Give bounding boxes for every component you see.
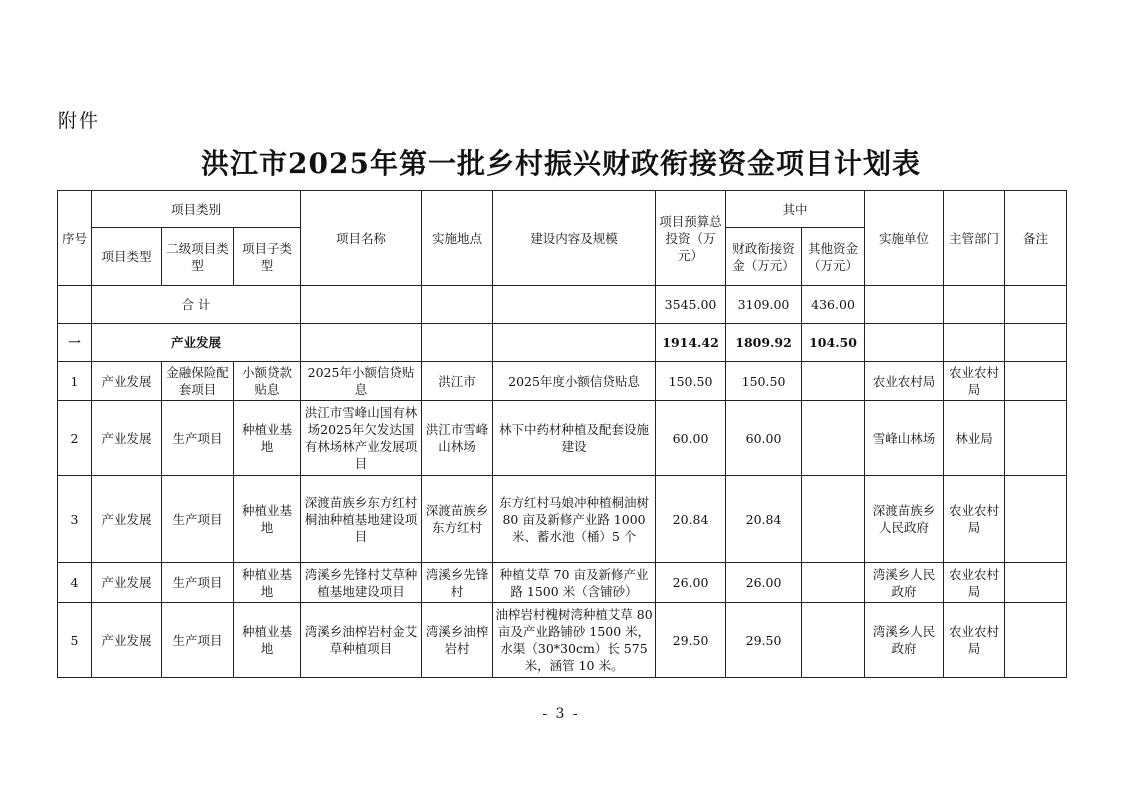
header-project-name: 项目名称 [301, 191, 422, 286]
row-secondary-type: 生产项目 [162, 401, 234, 476]
header-supervising-dept: 主管部门 [944, 191, 1005, 286]
row-secondary-type: 生产项目 [162, 603, 234, 678]
row-content: 林下中药材种植及配套设施建设 [493, 401, 656, 476]
row-location: 洪江市 [422, 362, 493, 401]
table-row [58, 476, 1067, 563]
row-seq: 4 [58, 563, 92, 603]
row-unit: 农业农村局 [865, 362, 944, 401]
row-location: 洪江市雪峰山林场 [422, 401, 493, 476]
row-other [802, 563, 865, 603]
row-seq: 2 [58, 401, 92, 476]
row-content: 油榨岩村槐树湾种植艾草 80 亩及产业路铺砂 1500 米，水渠（30*30cm）长 575 米，涵管 10 米。 [493, 603, 656, 678]
total-other-value: 436.00 [802, 286, 865, 324]
row-secondary-type: 生产项目 [162, 563, 234, 603]
page-number: - 3 - [542, 706, 580, 722]
section-seq: 一 [58, 324, 92, 362]
header-seq: 序号 [58, 191, 92, 286]
header-sub-type: 项目子类型 [234, 228, 301, 286]
row-total: 60.00 [656, 401, 726, 476]
total-investment-value: 3545.00 [656, 286, 726, 324]
row-seq: 1 [58, 362, 92, 401]
row-dept: 农业农村局 [944, 563, 1005, 603]
row-location: 湾溪乡油榨岩村 [422, 603, 493, 678]
table-row [58, 362, 1067, 401]
table-row [58, 401, 1067, 476]
row-project-name: 洪江市雪峰山国有林场2025年欠发达国有林场林产业发展项目 [301, 401, 422, 476]
row-type: 产业发展 [92, 362, 162, 401]
project-plan-table [57, 190, 1067, 678]
row-type: 产业发展 [92, 563, 162, 603]
row-secondary-type: 金融保险配套项目 [162, 362, 234, 401]
total-fiscal-value: 3109.00 [726, 286, 802, 324]
table-row [58, 563, 1067, 603]
row-sub-type: 种植业基地 [234, 401, 301, 476]
row-unit: 雪峰山林场 [865, 401, 944, 476]
row-type: 产业发展 [92, 476, 162, 563]
document-title: 洪江市2025年第一批乡村振兴财政衔接资金项目计划表 [201, 147, 921, 180]
row-fiscal: 20.84 [726, 476, 802, 563]
header-implementing-unit: 实施单位 [865, 191, 944, 286]
row-other [802, 362, 865, 401]
row-project-name: 2025年小额信贷贴息 [301, 362, 422, 401]
row-content: 种植艾草 70 亩及新修产业路 1500 米（含铺砂） [493, 563, 656, 603]
row-fiscal: 60.00 [726, 401, 802, 476]
row-note [1005, 563, 1067, 603]
section-label: 产业发展 [92, 324, 301, 362]
row-other [802, 401, 865, 476]
row-note [1005, 603, 1067, 678]
header-among: 其中 [726, 191, 865, 228]
header-other-funds: 其他资金（万元） [802, 228, 865, 286]
row-total: 150.50 [656, 362, 726, 401]
table-row [58, 603, 1067, 678]
row-other [802, 476, 865, 563]
header-project-type: 项目类型 [92, 228, 162, 286]
row-fiscal: 26.00 [726, 563, 802, 603]
row-fiscal: 29.50 [726, 603, 802, 678]
section-fiscal-value: 1809.92 [726, 324, 802, 362]
row-unit: 深渡苗族乡人民政府 [865, 476, 944, 563]
row-content: 东方红村马娘冲种植桐油树 80 亩及新修产业路 1000 米、蓄水池（桶）5 个 [493, 476, 656, 563]
attachment-label: 附件 [58, 110, 101, 132]
total-row [58, 286, 1067, 324]
row-total: 29.50 [656, 603, 726, 678]
row-type: 产业发展 [92, 401, 162, 476]
row-dept: 农业农村局 [944, 476, 1005, 563]
section-total-value: 1914.42 [656, 324, 726, 362]
row-dept: 农业农村局 [944, 603, 1005, 678]
section-row [58, 324, 1067, 362]
row-seq: 5 [58, 603, 92, 678]
row-dept: 农业农村局 [944, 362, 1005, 401]
row-project-name: 湾溪乡先锋村艾草种植基地建设项目 [301, 563, 422, 603]
header-category-group: 项目类别 [92, 191, 301, 228]
row-sub-type: 种植业基地 [234, 476, 301, 563]
row-content: 2025年度小额信贷贴息 [493, 362, 656, 401]
row-total: 26.00 [656, 563, 726, 603]
row-dept: 林业局 [944, 401, 1005, 476]
row-type: 产业发展 [92, 603, 162, 678]
row-unit: 湾溪乡人民政府 [865, 603, 944, 678]
row-project-name: 深渡苗族乡东方红村桐油种植基地建设项目 [301, 476, 422, 563]
row-note [1005, 401, 1067, 476]
header-total-investment: 项目预算总投资（万元） [656, 191, 726, 286]
header-location: 实施地点 [422, 191, 493, 286]
row-note [1005, 476, 1067, 563]
section-other-value: 104.50 [802, 324, 865, 362]
row-unit: 湾溪乡人民政府 [865, 563, 944, 603]
row-location: 深渡苗族乡东方红村 [422, 476, 493, 563]
row-sub-type: 种植业基地 [234, 603, 301, 678]
row-sub-type: 小额贷款贴息 [234, 362, 301, 401]
row-secondary-type: 生产项目 [162, 476, 234, 563]
total-label: 合 计 [92, 286, 301, 324]
row-other [802, 603, 865, 678]
row-location: 湾溪乡先锋村 [422, 563, 493, 603]
row-seq: 3 [58, 476, 92, 563]
header-fiscal-funds: 财政衔接资金（万元） [726, 228, 802, 286]
row-sub-type: 种植业基地 [234, 563, 301, 603]
row-total: 20.84 [656, 476, 726, 563]
row-note [1005, 362, 1067, 401]
header-secondary-type: 二级项目类型 [162, 228, 234, 286]
header-content: 建设内容及规模 [493, 191, 656, 286]
row-project-name: 湾溪乡油榨岩村金艾草种植项目 [301, 603, 422, 678]
header-note: 备注 [1005, 191, 1067, 286]
row-fiscal: 150.50 [726, 362, 802, 401]
